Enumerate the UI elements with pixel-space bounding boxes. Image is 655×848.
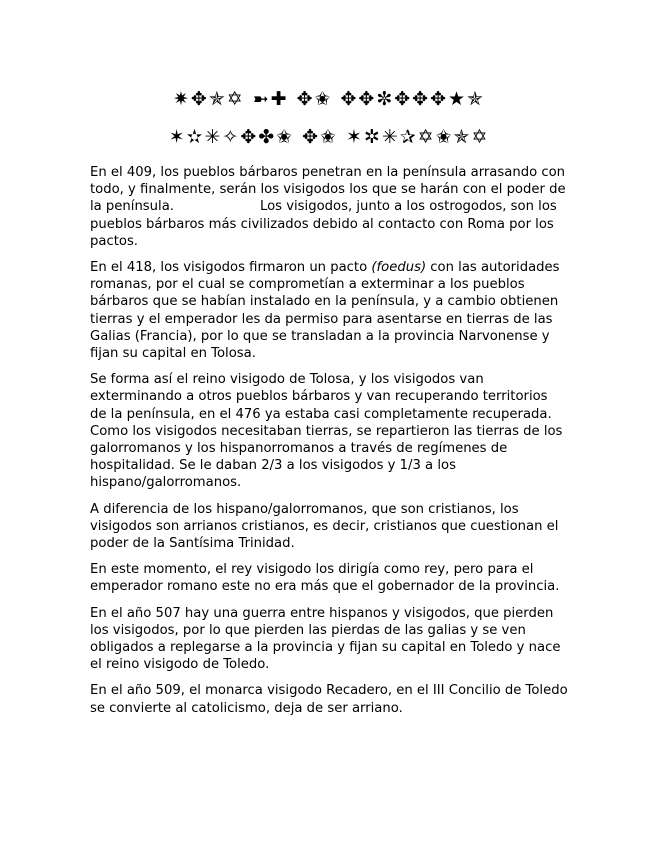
paragraph-2	[90, 259, 568, 362]
paragraph-1-rest: Los visigodos, junto a los ostrogodos, son los pueblos bárbaros más civilizados debido al contacto con Roma por los pactos.	[90, 199, 557, 249]
paragraph-4: A diferencia de los hispano/galorromanos, que son cristianos, los visigodos son arrianos cristianos, es decir, cristianos que cuestionan el poder de la Santísima Trinidad.	[90, 501, 559, 552]
title-line-2: ✶✫✳✧✥✤✬ ✥✬ ✶✲✳✰✡✬✯✡	[168, 126, 490, 148]
paragraph-2-emphasis: (foedus)	[371, 260, 427, 276]
paragraph-5: En este momento, el rey visigodo los dirigía como rey, pero para el emperador romano este no era más que el gobernador de la provincia.	[90, 562, 560, 595]
title-line-1: ✷✥✯✡ ➼✚ ✥✬ ✥✥✼✥✥✥★✯	[173, 88, 485, 110]
paragraph-6: En el año 507 hay una guerra entre hispanos y visigodos, que pierden los visigodos, por lo que pierden las pierdas de las galias y se ven obligados a replegarse a la provincia y fijan su capital en Toledo y nace el reino visigodo de Toledo.	[90, 605, 561, 673]
paragraph-1-lead: En el 409, los pueblos bárbaros penetran en la península arrasando con todo, y finalmente, serán los visigodos los que se harán con el poder de la península.	[90, 165, 566, 215]
paragraph-2-after: con las autoridades romanas, por el cual se comprometían a exterminar a los pueblos bárbaros que se habían instalado en la península, y a cambio obtienen tierras y el emperador les da permiso para asentarse en tierras de las Galias (Francia), por lo que se transladan a la provincia Narvonense y fijan su capital en Tolosa.	[90, 260, 560, 362]
paragraph-1	[90, 164, 568, 250]
paragraph-7: En el año 509, el monarca visigodo Recadero, en el III Concilio de Toledo se convierte al catolicismo, deja de ser arriano.	[90, 683, 568, 716]
document-page	[90, 86, 568, 726]
paragraph-2-before: En el 418, los visigodos firmaron un pacto	[90, 260, 372, 276]
paragraph-3: Se forma así el reino visigodo de Tolosa, y los visigodos van exterminando a otros pueblos bárbaros y van recuperando territorios de la península, en el 476 ya estaba casi completamente recuperada. Como los visigodos necesitaban tierras, se repartieron las tierras de los galorromanos y los hispanorromanos a través de regímenes de hospitalidad. Se le daban 2/3 a los visigodos y 1/3 a los hispano/galorromanos.	[90, 372, 563, 491]
